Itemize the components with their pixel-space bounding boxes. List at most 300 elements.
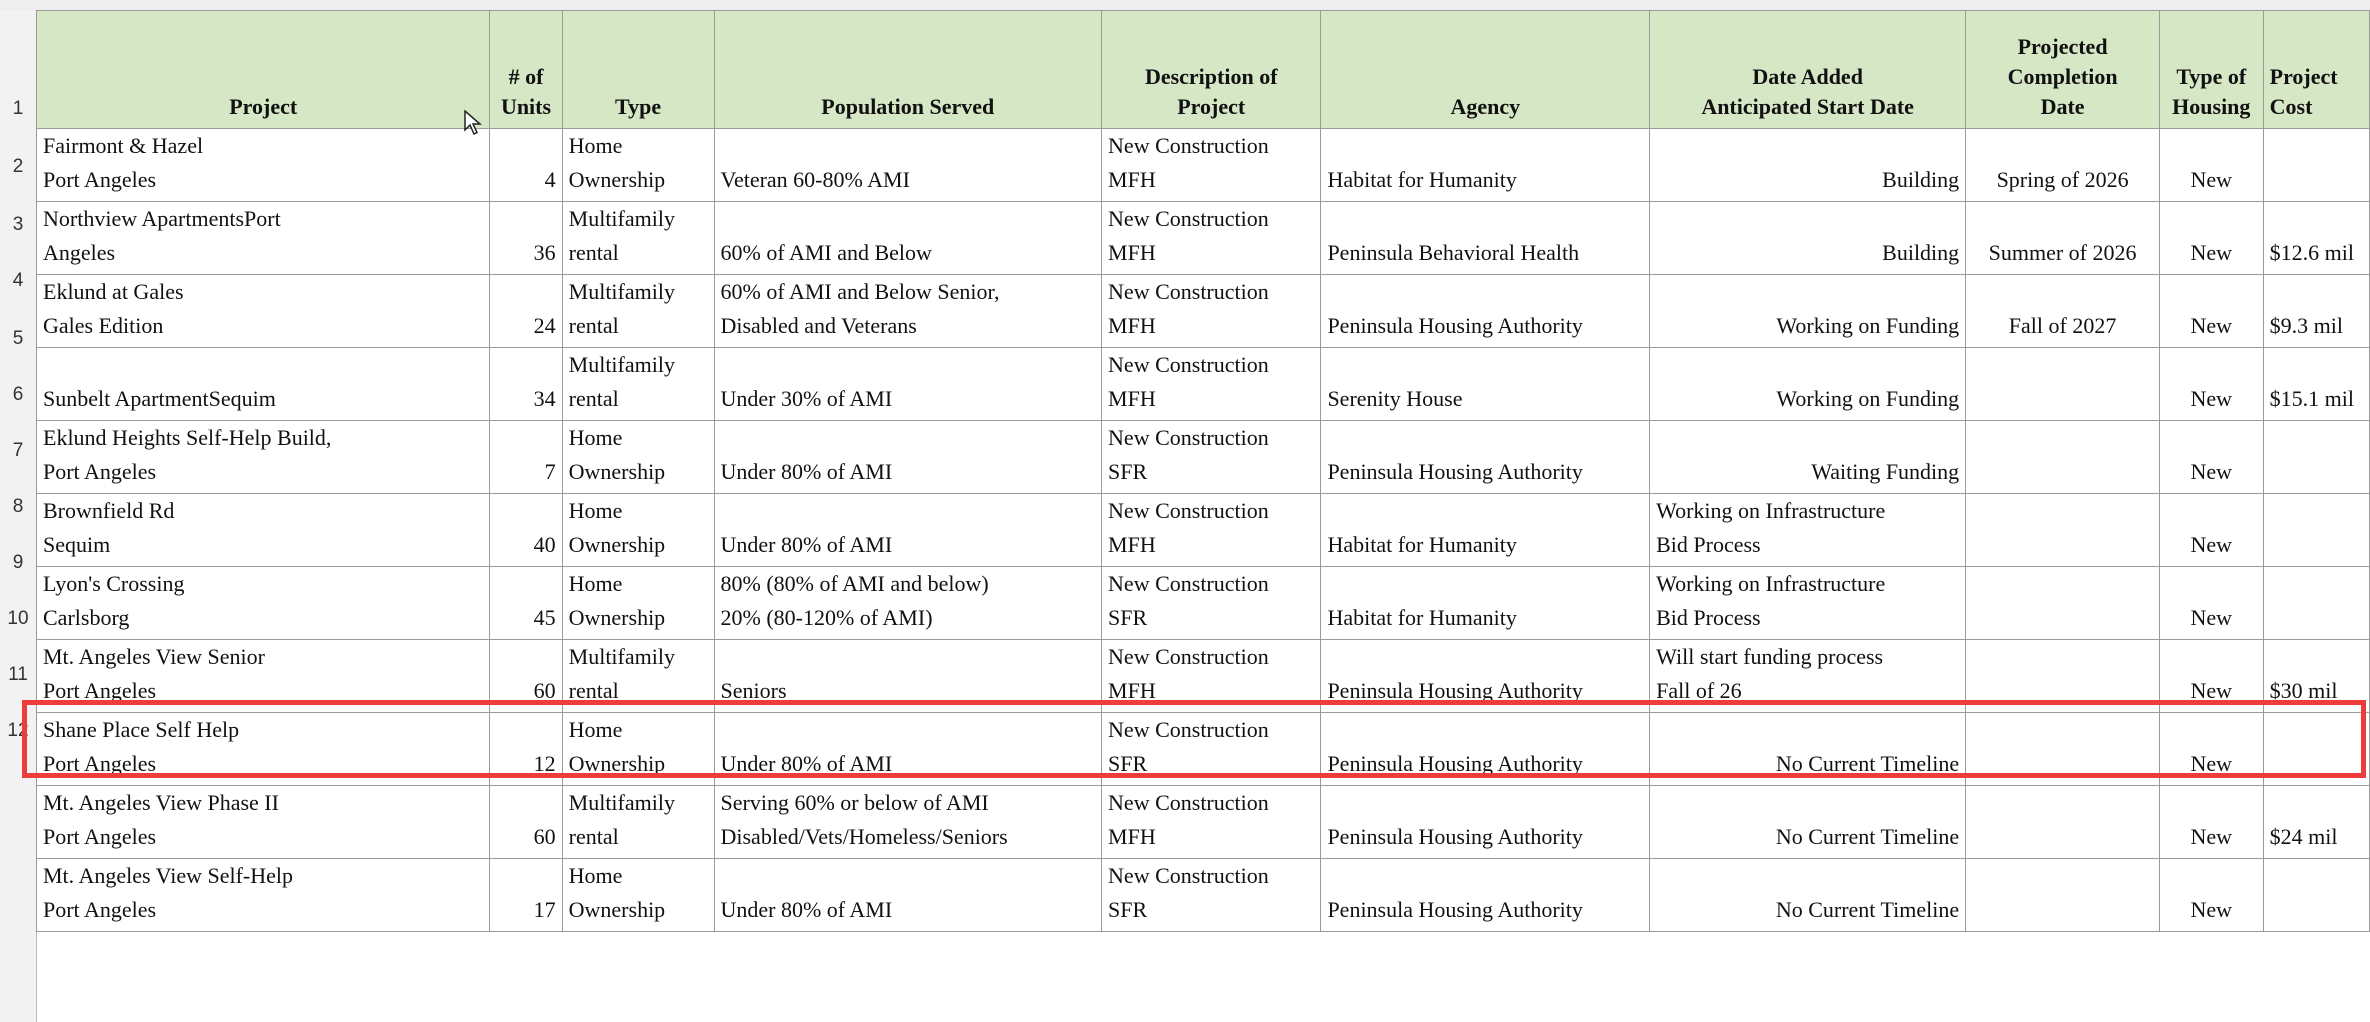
cell-text: New Construction bbox=[1108, 425, 1269, 450]
cell-text: New Construction bbox=[1108, 498, 1269, 523]
cell-population[interactable] bbox=[714, 202, 1102, 275]
cell-housing[interactable] bbox=[2159, 348, 2263, 421]
cell-description[interactable] bbox=[1102, 348, 1321, 421]
cell-type[interactable] bbox=[562, 713, 714, 786]
cell-type[interactable] bbox=[562, 640, 714, 713]
table-row bbox=[37, 713, 2370, 786]
column-header-date[interactable] bbox=[1650, 11, 1966, 129]
cell-text: Port Angeles bbox=[43, 678, 157, 703]
cell-text: Fall of 26 bbox=[1656, 678, 1742, 703]
cell-population[interactable] bbox=[714, 786, 1102, 859]
cell-population[interactable] bbox=[714, 421, 1102, 494]
cell-project[interactable] bbox=[37, 202, 490, 275]
cell-completion[interactable] bbox=[1966, 275, 2160, 348]
cell-cost[interactable] bbox=[2263, 713, 2369, 786]
cell-text: New Construction bbox=[1108, 279, 1269, 304]
cell-text: Home bbox=[568, 498, 623, 523]
cell-agency[interactable] bbox=[1321, 786, 1650, 859]
cell-text: Summer of 2026 bbox=[1988, 240, 2137, 265]
cell-text: Working on Funding bbox=[1776, 386, 1960, 411]
cell-text: Fairmont & Hazel bbox=[43, 133, 204, 158]
cell-completion[interactable] bbox=[1966, 640, 2160, 713]
column-header-text: Project bbox=[2269, 64, 2338, 89]
cell-project[interactable] bbox=[37, 494, 490, 567]
cell-date[interactable] bbox=[1650, 859, 1966, 932]
row-number[interactable]: 7 bbox=[12, 440, 24, 461]
cell-text: Peninsula Housing Authority bbox=[1327, 313, 1583, 338]
cell-text: Veteran 60-80% AMI bbox=[720, 167, 910, 192]
cell-text: Under 80% of AMI bbox=[720, 751, 893, 776]
cell-text: 60 bbox=[533, 824, 556, 849]
cell-text: MFH bbox=[1108, 824, 1156, 849]
cell-type[interactable] bbox=[562, 421, 714, 494]
cell-description[interactable] bbox=[1102, 275, 1321, 348]
cell-text: rental bbox=[568, 824, 619, 849]
cell-text-part: Port bbox=[244, 206, 281, 231]
cell-text: Multifamily bbox=[568, 206, 675, 231]
cell-agency[interactable] bbox=[1321, 202, 1650, 275]
cell-text: Disabled and Veterans bbox=[720, 313, 917, 338]
cell-text: Peninsula Behavioral Health bbox=[1327, 240, 1580, 265]
cell-cost[interactable] bbox=[2263, 494, 2369, 567]
cell-cost[interactable] bbox=[2263, 786, 2369, 859]
column-header-text: # of bbox=[508, 64, 544, 89]
cell-text: New Construction bbox=[1108, 863, 1269, 888]
cell-text: Eklund at Gales bbox=[43, 279, 184, 304]
cell-text: Peninsula Housing Authority bbox=[1327, 459, 1583, 484]
table-row bbox=[37, 859, 2370, 932]
cell-text: 60 bbox=[533, 678, 556, 703]
row-number[interactable]: 6 bbox=[12, 384, 24, 405]
cell-text: Disabled/Vets/Homeless/Seniors bbox=[720, 824, 1008, 849]
row-header-column bbox=[0, 10, 37, 1022]
mouse-pointer-icon bbox=[464, 110, 482, 136]
cell-text: SFR bbox=[1108, 751, 1148, 776]
cell-text: 40 bbox=[533, 532, 556, 557]
cell-text: New Construction bbox=[1108, 790, 1269, 815]
column-header-text: Date Added bbox=[1752, 64, 1863, 89]
cell-text: No Current Timeline bbox=[1775, 824, 1960, 849]
cell-population[interactable] bbox=[714, 713, 1102, 786]
cell-completion[interactable] bbox=[1966, 421, 2160, 494]
cell-date[interactable] bbox=[1650, 786, 1966, 859]
row-number[interactable]: 1 bbox=[12, 98, 24, 119]
column-header-text: Projected bbox=[2017, 34, 2108, 59]
column-header-text: Date bbox=[2040, 94, 2085, 119]
cell-text: SFR bbox=[1108, 897, 1148, 922]
cell-text: Home bbox=[568, 571, 623, 596]
cell-units[interactable] bbox=[490, 348, 562, 421]
cell-text: New bbox=[2190, 678, 2233, 703]
column-header-completion[interactable] bbox=[1966, 11, 2160, 129]
cell-text: $24 mil bbox=[2269, 824, 2338, 849]
cell-text: Peninsula Housing Authority bbox=[1327, 824, 1583, 849]
cell-text: Spring of 2026 bbox=[1996, 167, 2129, 192]
cell-text: Multifamily bbox=[568, 790, 675, 815]
cell-housing[interactable] bbox=[2159, 494, 2263, 567]
cell-description[interactable] bbox=[1102, 421, 1321, 494]
cell-population[interactable] bbox=[714, 859, 1102, 932]
cell-text: $15.1 mil bbox=[2269, 386, 2354, 411]
cell-description[interactable] bbox=[1102, 567, 1321, 640]
cell-text: New bbox=[2190, 459, 2233, 484]
cell-text: Mt. Angeles View Self-Help bbox=[43, 863, 294, 888]
cell-text: Will start funding process bbox=[1656, 644, 1884, 669]
cell-housing[interactable] bbox=[2159, 202, 2263, 275]
row-number[interactable]: 12 bbox=[7, 720, 29, 741]
cell-text: Under 80% of AMI bbox=[720, 897, 893, 922]
table-row bbox=[37, 786, 2370, 859]
cell-agency[interactable] bbox=[1321, 129, 1650, 202]
cell-cost[interactable] bbox=[2263, 640, 2369, 713]
column-header-agency[interactable] bbox=[1321, 11, 1650, 129]
cell-date[interactable] bbox=[1650, 567, 1966, 640]
cell-type[interactable] bbox=[562, 275, 714, 348]
cell-text: Mt. Angeles View Phase II bbox=[43, 790, 279, 815]
cell-text: Waiting Funding bbox=[1811, 459, 1960, 484]
header-row bbox=[37, 11, 2370, 129]
table-row bbox=[37, 421, 2370, 494]
row-number[interactable]: 2 bbox=[12, 156, 24, 177]
table-row bbox=[37, 202, 2370, 275]
cell-text: 36 bbox=[533, 240, 556, 265]
cell-text: Ownership bbox=[568, 605, 666, 630]
cell-text: Fall of 2027 bbox=[2008, 313, 2117, 338]
cell-date[interactable] bbox=[1650, 129, 1966, 202]
table-row bbox=[37, 567, 2370, 640]
cell-housing[interactable] bbox=[2159, 421, 2263, 494]
cell-text: New bbox=[2190, 313, 2233, 338]
column-header-cost[interactable] bbox=[2263, 11, 2369, 129]
cell-text: Eklund Heights Self-Help Build, bbox=[43, 425, 332, 450]
row-number[interactable]: 9 bbox=[12, 552, 24, 573]
cell-text: Ownership bbox=[568, 532, 666, 557]
cell-project[interactable] bbox=[37, 786, 490, 859]
cell-text: Port Angeles bbox=[43, 167, 157, 192]
column-header-text: Units bbox=[500, 94, 552, 119]
cell-text: Brownfield Rd bbox=[43, 498, 175, 523]
cell-type[interactable] bbox=[562, 567, 714, 640]
cell-date[interactable] bbox=[1650, 494, 1966, 567]
cell-text: New Construction bbox=[1108, 352, 1269, 377]
cell-units[interactable] bbox=[490, 129, 562, 202]
cell-cost[interactable] bbox=[2263, 275, 2369, 348]
column-header-text: Anticipated Start Date bbox=[1701, 94, 1914, 119]
cell-agency[interactable] bbox=[1321, 640, 1650, 713]
cell-text: New bbox=[2190, 532, 2233, 557]
cell-population[interactable] bbox=[714, 348, 1102, 421]
cell-text: Home bbox=[568, 425, 623, 450]
cell-completion[interactable] bbox=[1966, 786, 2160, 859]
cell-units[interactable] bbox=[490, 421, 562, 494]
cell-text: Multifamily bbox=[568, 279, 675, 304]
cell-text: New bbox=[2190, 167, 2233, 192]
cell-date[interactable] bbox=[1650, 348, 1966, 421]
cell-text: Seniors bbox=[720, 678, 787, 703]
table-row bbox=[37, 494, 2370, 567]
cell-text: Angeles bbox=[43, 240, 116, 265]
cell-text bbox=[43, 382, 483, 416]
cell-housing[interactable] bbox=[2159, 713, 2263, 786]
column-header-description[interactable] bbox=[1102, 11, 1321, 129]
cell-type[interactable] bbox=[562, 202, 714, 275]
cell-completion[interactable] bbox=[1966, 129, 2160, 202]
cell-text: Habitat for Humanity bbox=[1327, 167, 1517, 192]
cell-text: $30 mil bbox=[2269, 678, 2338, 703]
cell-text: Sequim bbox=[43, 532, 111, 557]
cell-text-part: Northview Apartments bbox=[43, 206, 245, 231]
cell-text: Multifamily bbox=[568, 644, 675, 669]
spreadsheet-grid bbox=[36, 10, 2370, 932]
cell-project[interactable] bbox=[37, 275, 490, 348]
cell-text: Working on Funding bbox=[1776, 313, 1960, 338]
cell-text: New Construction bbox=[1108, 717, 1269, 742]
cell-cost[interactable] bbox=[2263, 859, 2369, 932]
cell-text: Under 30% of AMI bbox=[720, 386, 893, 411]
cell-text: Shane Place Self Help bbox=[43, 717, 240, 742]
cell-cost[interactable] bbox=[2263, 421, 2369, 494]
cell-type[interactable] bbox=[562, 859, 714, 932]
cell-project[interactable] bbox=[37, 567, 490, 640]
cell-population[interactable] bbox=[714, 275, 1102, 348]
cell-agency[interactable] bbox=[1321, 421, 1650, 494]
cell-housing[interactable] bbox=[2159, 567, 2263, 640]
cell-cost[interactable] bbox=[2263, 202, 2369, 275]
cell-description[interactable] bbox=[1102, 202, 1321, 275]
cell-units[interactable] bbox=[490, 859, 562, 932]
cell-text bbox=[43, 202, 483, 236]
cell-agency[interactable] bbox=[1321, 859, 1650, 932]
cell-text: MFH bbox=[1108, 313, 1156, 338]
cell-type[interactable] bbox=[562, 348, 714, 421]
cell-housing[interactable] bbox=[2159, 786, 2263, 859]
cell-text: New Construction bbox=[1108, 571, 1269, 596]
cell-text: Port Angeles bbox=[43, 897, 157, 922]
cell-text: Multifamily bbox=[568, 352, 675, 377]
cell-text: rental bbox=[568, 386, 619, 411]
cell-text: New Construction bbox=[1108, 644, 1269, 669]
cell-housing[interactable] bbox=[2159, 129, 2263, 202]
cell-text-part: Sequim bbox=[208, 386, 276, 411]
cell-project[interactable] bbox=[37, 421, 490, 494]
cell-text: 80% (80% of AMI and below) bbox=[720, 571, 989, 596]
cell-text: New bbox=[2190, 605, 2233, 630]
cell-text: New bbox=[2190, 897, 2233, 922]
cell-completion[interactable] bbox=[1966, 859, 2160, 932]
row-number[interactable]: 11 bbox=[8, 664, 28, 685]
cell-text: Peninsula Housing Authority bbox=[1327, 678, 1583, 703]
cell-text: Ownership bbox=[568, 897, 666, 922]
cell-text: 17 bbox=[533, 897, 556, 922]
cell-agency[interactable] bbox=[1321, 713, 1650, 786]
cell-housing[interactable] bbox=[2159, 640, 2263, 713]
cell-description[interactable] bbox=[1102, 713, 1321, 786]
cell-text: Serenity House bbox=[1327, 386, 1463, 411]
cell-housing[interactable] bbox=[2159, 859, 2263, 932]
cell-description[interactable] bbox=[1102, 786, 1321, 859]
cell-text: 45 bbox=[533, 605, 556, 630]
cell-project[interactable] bbox=[37, 129, 490, 202]
table-row bbox=[37, 348, 2370, 421]
column-header-text: Cost bbox=[2269, 94, 2313, 119]
cell-text: 60% of AMI and Below Senior, bbox=[720, 279, 1000, 304]
cell-agency[interactable] bbox=[1321, 567, 1650, 640]
row-number[interactable]: 5 bbox=[12, 328, 24, 349]
cell-units[interactable] bbox=[490, 275, 562, 348]
cell-population[interactable] bbox=[714, 567, 1102, 640]
cell-text: 34 bbox=[533, 386, 556, 411]
cell-text: Ownership bbox=[568, 167, 666, 192]
column-header-text: Completion bbox=[2007, 64, 2118, 89]
cell-text: Ownership bbox=[568, 751, 666, 776]
cell-description[interactable] bbox=[1102, 859, 1321, 932]
cell-text: Bid Process bbox=[1656, 605, 1761, 630]
cell-project[interactable] bbox=[37, 713, 490, 786]
cell-text: Under 80% of AMI bbox=[720, 532, 893, 557]
column-header-project[interactable] bbox=[37, 11, 490, 129]
column-header-text: Project bbox=[1177, 94, 1246, 119]
cell-text: Ownership bbox=[568, 459, 666, 484]
cell-text: Home bbox=[568, 863, 623, 888]
cell-text: Habitat for Humanity bbox=[1327, 605, 1517, 630]
cell-text: rental bbox=[568, 240, 619, 265]
cell-date[interactable] bbox=[1650, 202, 1966, 275]
cell-text: Building bbox=[1882, 167, 1960, 192]
table-row bbox=[37, 129, 2370, 202]
cell-text: $12.6 mil bbox=[2269, 240, 2354, 265]
cell-text: MFH bbox=[1108, 532, 1156, 557]
cell-project[interactable] bbox=[37, 859, 490, 932]
row-number[interactable]: 4 bbox=[12, 270, 24, 291]
table-row bbox=[37, 275, 2370, 348]
cell-text: 12 bbox=[533, 751, 556, 776]
cell-text: New bbox=[2190, 240, 2233, 265]
cell-text: New bbox=[2190, 386, 2233, 411]
cell-units[interactable] bbox=[490, 494, 562, 567]
cell-text: 60% of AMI and Below bbox=[720, 240, 932, 265]
cell-date[interactable] bbox=[1650, 713, 1966, 786]
cell-text: $9.3 mil bbox=[2269, 313, 2343, 338]
cell-units[interactable] bbox=[490, 713, 562, 786]
cell-cost[interactable] bbox=[2263, 567, 2369, 640]
cell-text: New bbox=[2190, 751, 2233, 776]
cell-text: Mt. Angeles View Senior bbox=[43, 644, 265, 669]
cell-description[interactable] bbox=[1102, 129, 1321, 202]
column-header-text: Type bbox=[615, 94, 662, 119]
cell-text: 7 bbox=[544, 459, 556, 484]
cell-agency[interactable] bbox=[1321, 494, 1650, 567]
cell-completion[interactable] bbox=[1966, 494, 2160, 567]
row-number[interactable]: 3 bbox=[12, 214, 24, 235]
column-header-text: Type of bbox=[2176, 64, 2247, 89]
cell-text: Carlsborg bbox=[43, 605, 130, 630]
cell-text: Port Angeles bbox=[43, 459, 157, 484]
cell-units[interactable] bbox=[490, 567, 562, 640]
cell-type[interactable] bbox=[562, 129, 714, 202]
cell-text: Port Angeles bbox=[43, 824, 157, 849]
column-header-text: Population Served bbox=[821, 94, 995, 119]
cell-completion[interactable] bbox=[1966, 348, 2160, 421]
cell-text: Peninsula Housing Authority bbox=[1327, 751, 1583, 776]
cell-text: 24 bbox=[533, 313, 556, 338]
cell-project[interactable] bbox=[37, 348, 490, 421]
cell-text: SFR bbox=[1108, 605, 1148, 630]
cell-completion[interactable] bbox=[1966, 202, 2160, 275]
table-row bbox=[37, 640, 2370, 713]
cell-population[interactable] bbox=[714, 640, 1102, 713]
cell-date[interactable] bbox=[1650, 640, 1966, 713]
cell-agency[interactable] bbox=[1321, 348, 1650, 421]
cell-text: New Construction bbox=[1108, 206, 1269, 231]
cell-text: Peninsula Housing Authority bbox=[1327, 897, 1583, 922]
row-number[interactable]: 10 bbox=[7, 608, 29, 629]
column-header-units[interactable] bbox=[490, 11, 562, 129]
cell-text: 4 bbox=[544, 167, 556, 192]
cell-text: Bid Process bbox=[1656, 532, 1761, 557]
cell-text: rental bbox=[568, 678, 619, 703]
cell-cost[interactable] bbox=[2263, 129, 2369, 202]
cell-text: rental bbox=[568, 313, 619, 338]
cell-population[interactable] bbox=[714, 494, 1102, 567]
column-header-type[interactable] bbox=[562, 11, 714, 129]
cell-date[interactable] bbox=[1650, 275, 1966, 348]
column-header-text: Description of bbox=[1144, 64, 1278, 89]
row-number[interactable]: 8 bbox=[12, 496, 24, 517]
cell-text: Gales Edition bbox=[43, 313, 164, 338]
cell-completion[interactable] bbox=[1966, 567, 2160, 640]
cell-agency[interactable] bbox=[1321, 275, 1650, 348]
cell-text: Home bbox=[568, 133, 623, 158]
cell-completion[interactable] bbox=[1966, 713, 2160, 786]
cell-text: Habitat for Humanity bbox=[1327, 532, 1517, 557]
column-header-text: Project bbox=[229, 94, 298, 119]
cell-units[interactable] bbox=[490, 786, 562, 859]
column-header-housing[interactable] bbox=[2159, 11, 2263, 129]
cell-text: MFH bbox=[1108, 678, 1156, 703]
cell-housing[interactable] bbox=[2159, 275, 2263, 348]
column-header-population[interactable] bbox=[714, 11, 1102, 129]
cell-cost[interactable] bbox=[2263, 348, 2369, 421]
cell-units[interactable] bbox=[490, 202, 562, 275]
cell-text: Working on Infrastructure bbox=[1656, 498, 1886, 523]
cell-description[interactable] bbox=[1102, 640, 1321, 713]
cell-type[interactable] bbox=[562, 786, 714, 859]
cell-text: Under 80% of AMI bbox=[720, 459, 893, 484]
cell-text: MFH bbox=[1108, 167, 1156, 192]
cell-text: New bbox=[2190, 824, 2233, 849]
cell-population[interactable] bbox=[714, 129, 1102, 202]
cell-text: SFR bbox=[1108, 459, 1148, 484]
cell-project[interactable] bbox=[37, 640, 490, 713]
column-header-text: Agency bbox=[1450, 94, 1521, 119]
cell-text: MFH bbox=[1108, 386, 1156, 411]
cell-text: Port Angeles bbox=[43, 751, 157, 776]
cell-text: Lyon's Crossing bbox=[43, 571, 185, 596]
cell-description[interactable] bbox=[1102, 494, 1321, 567]
cell-text: Working on Infrastructure bbox=[1656, 571, 1886, 596]
cell-date[interactable] bbox=[1650, 421, 1966, 494]
cell-text: New Construction bbox=[1108, 133, 1269, 158]
column-header-text: Housing bbox=[2172, 94, 2251, 119]
cell-text: Serving 60% or below of AMI bbox=[720, 790, 989, 815]
cell-text: Building bbox=[1882, 240, 1960, 265]
cell-type[interactable] bbox=[562, 494, 714, 567]
cell-text: No Current Timeline bbox=[1775, 751, 1960, 776]
cell-text: No Current Timeline bbox=[1775, 897, 1960, 922]
cell-units[interactable] bbox=[490, 640, 562, 713]
cell-text: MFH bbox=[1108, 240, 1156, 265]
cell-text: Home bbox=[568, 717, 623, 742]
